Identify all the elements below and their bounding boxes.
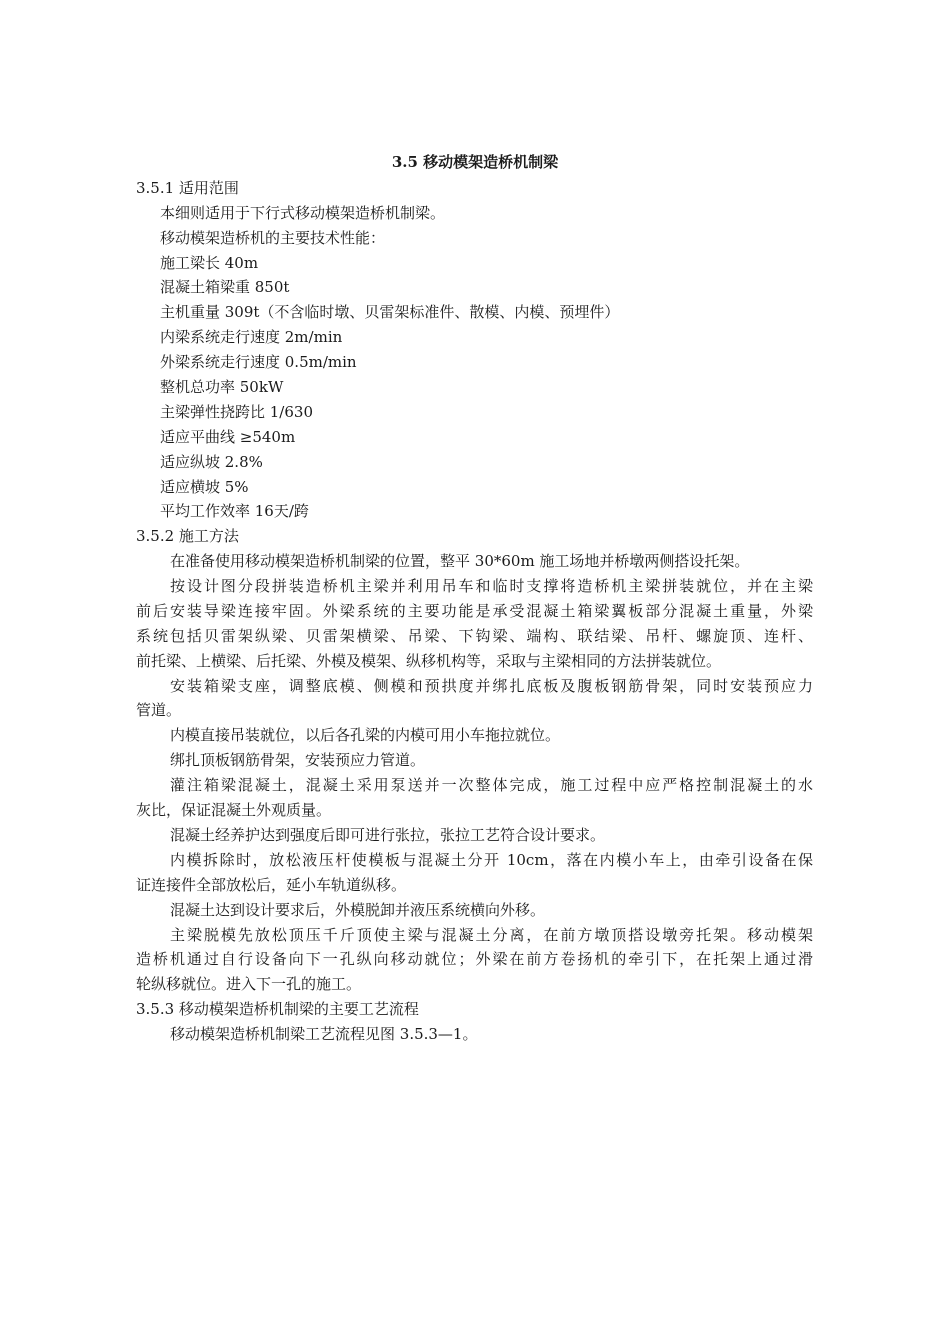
- method-paragraph-cont: 灰比，保证混凝土外观质量。: [136, 801, 332, 819]
- method-paragraph: 混凝土达到设计要求后，外模脱卸并液压系统横向外移。: [170, 901, 546, 919]
- method-paragraph: 主梁脱模先放松顶压千斤顶使主梁与混凝土分离，在前方墩顶搭设墩旁托架。移动模架: [170, 926, 813, 944]
- method-paragraph: 绑扎顶板钢筋骨架，安装预应力管道。: [170, 751, 426, 769]
- specs-heading: 移动模架造桥机的主要技术性能：: [160, 229, 386, 247]
- spec-item: 平均工作效率 16天/跨: [160, 502, 309, 520]
- section-heading-3-5-1: 3.5.1 适用范围: [136, 179, 239, 197]
- section-heading-3-5-3: 3.5.3 移动模架造桥机制梁的主要工艺流程: [136, 1000, 419, 1018]
- spec-item: 适应横坡 5%: [160, 478, 249, 496]
- spec-item: 外梁系统走行速度 0.5m/min: [160, 353, 357, 371]
- scope-intro: 本细则适用于下行式移动模架造桥机制梁。: [160, 204, 446, 222]
- spec-item: 施工梁长 40m: [160, 254, 259, 272]
- method-paragraph: 内模拆除时，放松液压杆使模板与混凝土分开 10cm，落在内模小车上，由牵引设备在保: [170, 851, 813, 869]
- section-heading-3-5-2: 3.5.2 施工方法: [136, 527, 239, 545]
- method-paragraph: 在准备使用移动模架造桥机制梁的位置，整平 30*60m 施工场地并桥墩两侧搭设托架。: [170, 552, 750, 570]
- method-paragraph-cont: 造桥机通过自行设备向下一孔纵向移动就位；外梁在前方卷扬机的牵引下，在托架上通过滑: [136, 950, 813, 968]
- spec-item: 整机总功率 50kW: [160, 378, 284, 396]
- method-paragraph-cont: 前后安装导梁连接牢固。外梁系统的主要功能是承受混凝土箱梁翼板部分混凝土重量，外梁: [136, 602, 813, 620]
- spec-item: 适应纵坡 2.8%: [160, 453, 263, 471]
- method-paragraph-cont: 系统包括贝雷架纵梁、贝雷架横梁、吊梁、下钩梁、端构、联结梁、吊杆、螺旋顶、连杆、: [136, 627, 813, 645]
- flow-paragraph: 移动模架造桥机制梁工艺流程见图 3.5.3—1。: [170, 1025, 478, 1043]
- method-paragraph: 按设计图分段拼装造桥机主梁并利用吊车和临时支撑将造桥机主梁拼装就位，并在主梁: [170, 577, 813, 595]
- method-paragraph: 内模直接吊装就位，以后各孔梁的内模可用小车拖拉就位。: [170, 726, 561, 744]
- section-title: 3.5 移动模架造桥机制梁: [391, 153, 559, 171]
- method-paragraph: 混凝土经养护达到强度后即可进行张拉，张拉工艺符合设计要求。: [170, 826, 606, 844]
- method-paragraph: 安装箱梁支座，调整底模、侧模和预拱度并绑扎底板及腹板钢筋骨架，同时安装预应力: [170, 677, 813, 695]
- method-paragraph-cont: 证连接件全部放松后，延小车轨道纵移。: [136, 876, 407, 894]
- method-paragraph-cont: 前托梁、上横梁、后托梁、外模及模架、纵移机构等，采取与主梁相同的方法拼装就位。: [136, 652, 722, 670]
- method-paragraph-cont: 管道。: [136, 701, 182, 719]
- method-paragraph: 灌注箱梁混凝土，混凝土采用泵送并一次整体完成，施工过程中应严格控制混凝土的水: [170, 776, 813, 794]
- spec-item: 内梁系统走行速度 2m/min: [160, 328, 343, 346]
- method-paragraph-cont: 轮纵移就位。进入下一孔的施工。: [136, 975, 362, 993]
- spec-item: 适应平曲线 ≥540m: [160, 428, 296, 446]
- spec-item: 主梁弹性挠跨比 1/630: [160, 403, 313, 421]
- spec-item: 主机重量 309t（不含临时墩、贝雷架标准件、散模、内模、预埋件）: [160, 303, 620, 321]
- spec-item: 混凝土箱梁重 850t: [160, 278, 290, 296]
